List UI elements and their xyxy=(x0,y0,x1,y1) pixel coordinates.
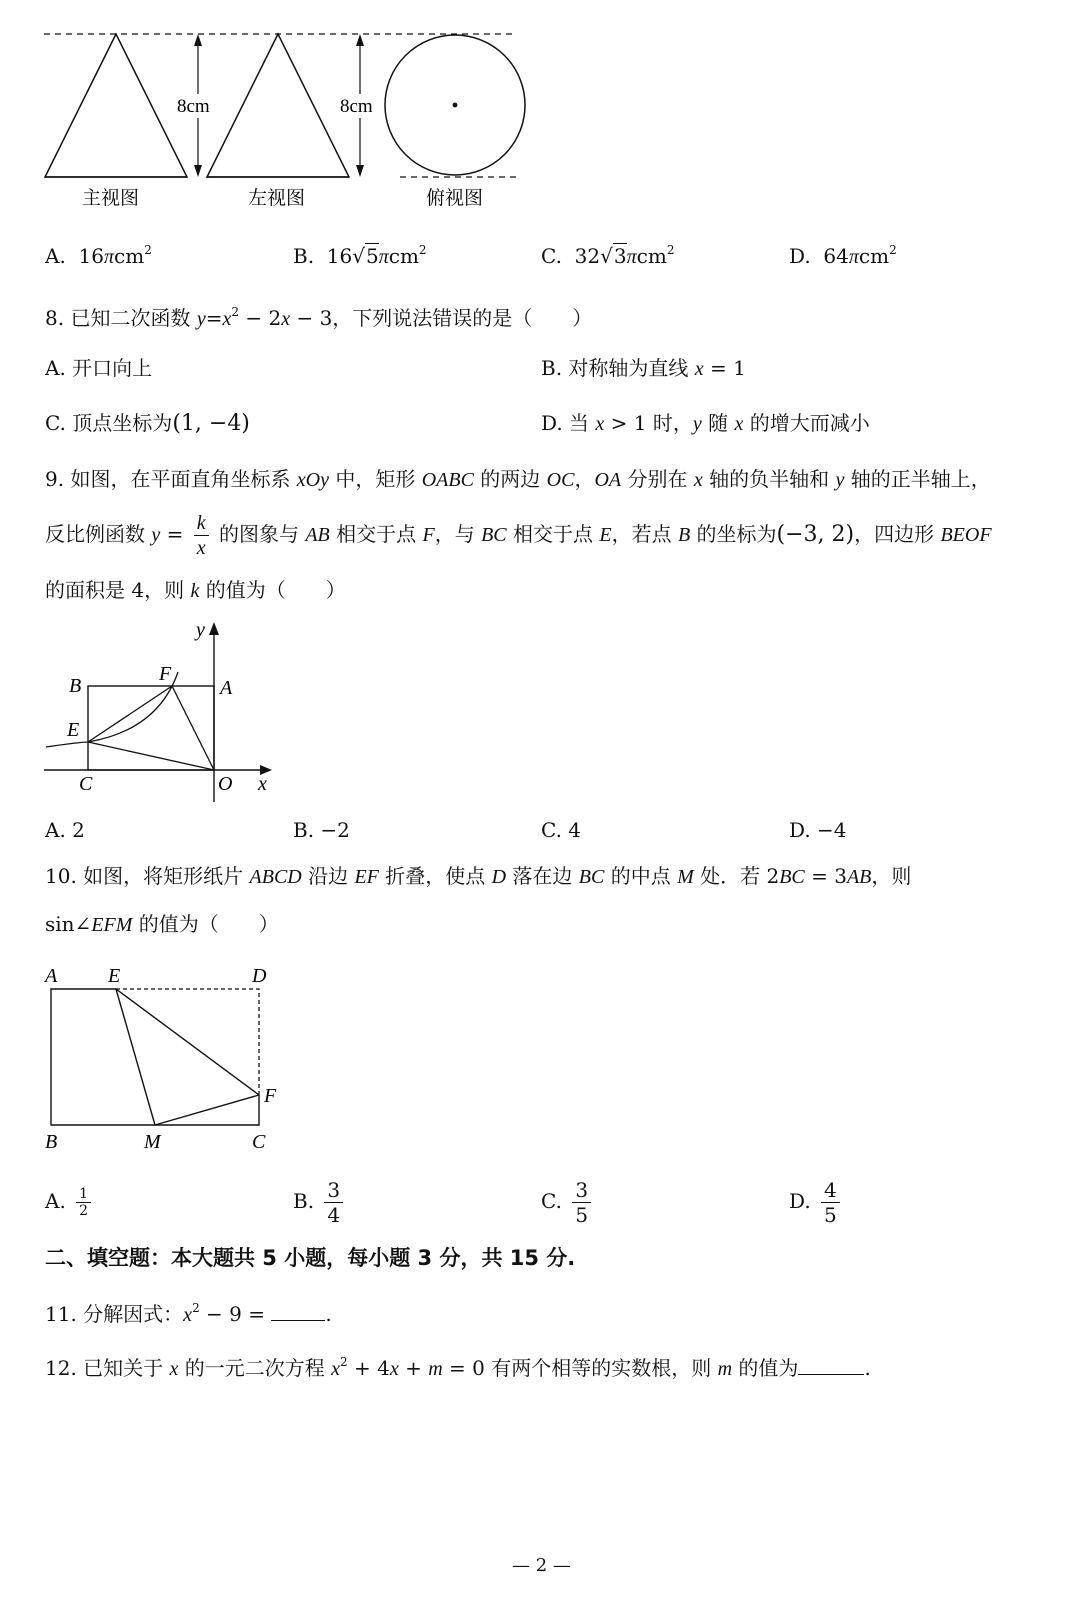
segment-ef xyxy=(88,686,172,742)
label-f: F xyxy=(159,663,172,685)
three-views-figure xyxy=(38,24,538,220)
label-x: x xyxy=(258,773,267,795)
label-d: D xyxy=(252,965,267,987)
q10-option-d: D. $\frac{4}{5}$ xyxy=(789,1176,844,1227)
q7-option-c: C. 32√3πcm$^2$ xyxy=(541,243,675,268)
left-dim-arrowhead-bottom xyxy=(356,165,364,177)
q9-option-d: D. −4 xyxy=(789,818,847,842)
q10-option-b: B. $\frac{3}{4}$ xyxy=(293,1176,347,1227)
section-2-heading: 二、填空题：本大题共 5 小题，每小题 3 分，共 15 分. xyxy=(45,1246,576,1270)
label-a: A xyxy=(220,677,233,699)
rectangle-oabc xyxy=(88,686,214,770)
label-b: B xyxy=(69,675,82,697)
front-dim-label: 8cm xyxy=(177,96,210,117)
q9-option-a: A. 2 xyxy=(45,818,85,842)
front-dim-arrowhead-top xyxy=(194,34,202,46)
q10-option-a: A. $\frac{1}{2}$ xyxy=(45,1176,95,1226)
left-dim-label: 8cm xyxy=(340,96,373,117)
label-y: y xyxy=(196,619,205,641)
page-number: — 2 — xyxy=(512,1555,571,1576)
q12: 12. 已知关于 x 的一元二次方程 $x^2 + 4x + m = 0$ 有两个相等的实数根，则 m 的值为 . xyxy=(45,1355,871,1380)
front-dim-arrowhead-bottom xyxy=(194,165,202,177)
q8-option-b: B. 对称轴为直线 x = 1 xyxy=(541,356,746,380)
q10-option-c: C. $\frac{3}{5}$ xyxy=(541,1176,595,1227)
q12-answer-blank[interactable] xyxy=(798,1356,864,1375)
front-view-triangle xyxy=(45,34,187,177)
label-c: C xyxy=(252,1131,266,1153)
segment-ef xyxy=(116,989,259,1095)
q10-stem-line1: 10. 如图，将矩形纸片 ABCD 沿边 EF 折叠，使点 D 落在边 BC 的中点 M 处．若 2BC = 3AB，则 xyxy=(45,864,912,888)
q10-figure xyxy=(40,960,290,1156)
q11-answer-blank[interactable] xyxy=(271,1302,325,1321)
label-o: O xyxy=(218,773,233,795)
q11: 11. 分解因式：$x^2 - 9$ = . xyxy=(45,1301,332,1326)
q10-stem-line2: sin∠EFM 的值为（ ） xyxy=(45,912,279,936)
top-view-center-dot xyxy=(453,103,458,108)
q7-option-b: B. 16√5πcm$^2$ xyxy=(293,243,427,268)
front-view-label: 主视图 xyxy=(82,187,140,209)
q8-option-d: D. 当 x > 1 时，y 随 x 的增大而减小 xyxy=(541,411,870,435)
q9-stem-line3: 的面积是 4，则 k 的值为（ ） xyxy=(45,578,346,602)
label-e: E xyxy=(108,965,121,987)
left-view-triangle xyxy=(207,34,349,177)
q7-option-d: D. 64πcm$^2$ xyxy=(789,243,897,268)
label-e: E xyxy=(67,719,80,741)
q8-stem: 8. 已知二次函数 $y=x^2 - 2x - 3$，下列说法错误的是（ ） xyxy=(45,305,593,330)
q9-option-b: B. −2 xyxy=(293,818,350,842)
top-view-label: 俯视图 xyxy=(426,187,484,209)
label-f: F xyxy=(264,1085,277,1107)
left-view-label: 左视图 xyxy=(248,187,306,209)
left-dim-arrowhead-top xyxy=(356,34,364,46)
label-b: B xyxy=(45,1131,58,1153)
k-over-x-fraction: $\frac{k}{x}$ xyxy=(194,511,209,560)
y-axis-arrow xyxy=(209,622,219,635)
q7-option-a: A. 16πcm$^2$ xyxy=(45,243,152,268)
segment-fo xyxy=(172,686,214,770)
label-c: C xyxy=(79,773,93,795)
q9-figure xyxy=(40,614,280,806)
segment-eo xyxy=(88,742,214,770)
q9-stem-line1: 9. 如图，在平面直角坐标系 xOy 中，矩形 OABC 的两边 OC，OA 分别在 x 轴的负半轴和 y 轴的正半轴上， xyxy=(45,467,991,491)
label-a: A xyxy=(45,965,58,987)
q9-stem-line2: 反比例函数 y = $\frac{k}{x}$ 的图象与 AB 相交于点 F，与 BC 相交于点 E，若点 B 的坐标为(−3, 2)，四边形 BEOF xyxy=(45,512,992,559)
q9-option-c: C. 4 xyxy=(541,818,582,842)
q8-option-c: C. 顶点坐标为(1, −4) xyxy=(45,411,250,436)
q8-option-a: A. 开口向上 xyxy=(45,356,153,380)
segment-mf xyxy=(155,1095,259,1125)
segment-em xyxy=(116,989,155,1125)
label-m: M xyxy=(144,1131,161,1153)
